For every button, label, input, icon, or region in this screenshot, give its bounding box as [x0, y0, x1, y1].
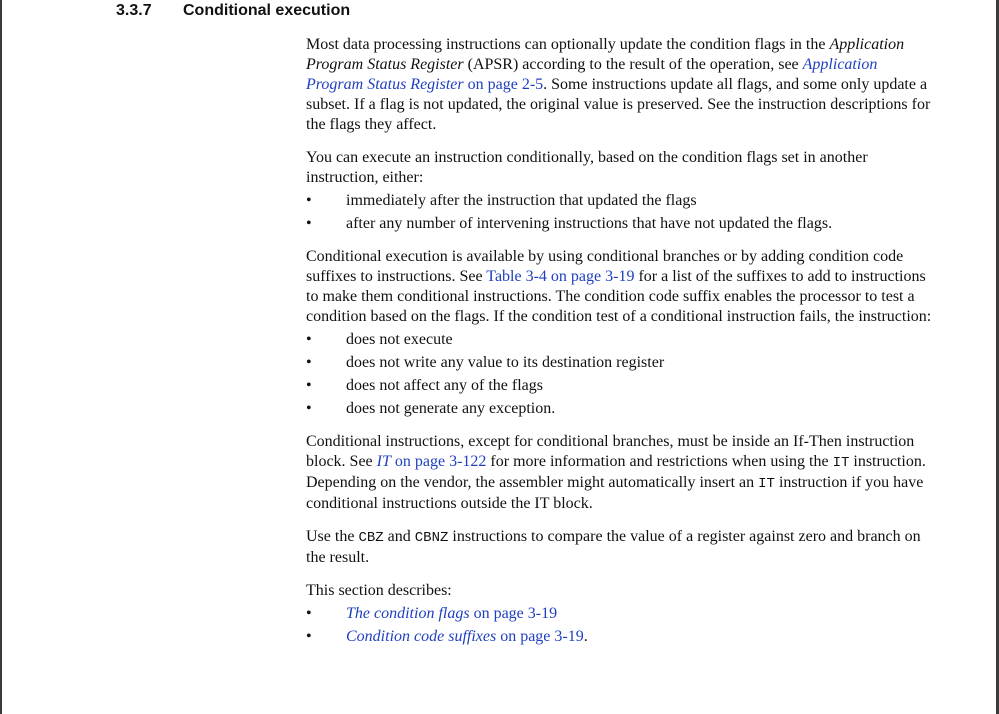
list-item — [306, 627, 938, 647]
list-item-text: does not write any value to its destination register — [346, 354, 665, 371]
bullet: • — [306, 605, 312, 622]
p4-text-a: Conditional instructions, except for conditional branches, must be inside an If-Then instruction block. See — [306, 433, 915, 470]
paragraph-suffixes — [306, 247, 938, 327]
condition-code-suffixes-link-page: on page 3-19 — [496, 628, 584, 645]
bullet: • — [306, 628, 312, 645]
list-item-text: does not generate any exception. — [346, 400, 556, 417]
list-item-end: . — [583, 628, 588, 645]
list-item-text: immediately after the instruction that updated the flags — [346, 192, 697, 209]
list-item — [306, 191, 938, 211]
paragraph-cbz — [306, 527, 938, 568]
page-left-border — [0, 0, 2, 714]
it-link-page: on page 3-122 — [390, 453, 487, 470]
bullet: • — [306, 354, 312, 371]
section-title: Conditional execution — [183, 2, 351, 19]
apsr-link-title: Application Program Status Register — [306, 56, 878, 93]
list-item — [306, 214, 938, 234]
list-item-text: after any number of intervening instructions that have not updated the flags. — [346, 215, 833, 232]
p3-text-a: Conditional execution is available by using conditional branches or by adding condition code suffixes to instructions. See — [306, 248, 904, 285]
it-instruction-link[interactable] — [377, 453, 487, 470]
list-item — [306, 330, 938, 350]
condition-code-suffixes-link[interactable] — [346, 628, 584, 645]
list-item — [306, 399, 938, 419]
it-link-title: IT — [376, 453, 391, 470]
p4-text-b: for more information and restrictions when using the — [486, 453, 833, 470]
list-item-text: does not execute — [346, 331, 453, 348]
p5-text-c: instructions to compare the value of a register against zero and branch on the result. — [306, 528, 921, 566]
apsr-link-page: on page 2-5 — [463, 76, 544, 93]
p5-text-b: and — [383, 528, 415, 545]
p1-text-b: (APSR) according to the result of the operation, see — [463, 56, 803, 73]
bullet: • — [306, 331, 312, 348]
bullet: • — [306, 215, 312, 232]
p1-text-c: . Some instructions update all flags, and some only update a subset. If a flag is not updated, the original value is preserved. See the instruction descriptions for the flags they affect. — [306, 76, 931, 133]
section-body — [306, 35, 938, 647]
code-it: IT — [832, 455, 850, 471]
condition-flags-link-title: The condition flags — [346, 605, 470, 622]
p1-text-a: Most data processing instructions can optionally update the condition flags in the — [306, 36, 830, 53]
code-cbnz: CBNZ — [414, 530, 449, 546]
paragraph-section-describes: This section describes: — [306, 582, 452, 599]
p5-text-a: Use the — [306, 528, 359, 545]
list-item — [306, 376, 938, 396]
p4-text-c: instruction. Depending on the vendor, the assembler might automatically insert an — [306, 453, 926, 491]
paragraph-apsr — [306, 35, 938, 135]
condition-flags-link-page: on page 3-19 — [469, 605, 558, 622]
apsr-term: Application Program Status Register — [306, 36, 905, 73]
paragraph-conditional: You can execute an instruction conditionally, based on the condition flags set in another instruction, either: — [306, 149, 868, 186]
section-number: 3.3.7 — [116, 2, 152, 19]
list-item — [306, 604, 938, 624]
bullet: • — [306, 377, 312, 394]
condition-flags-link[interactable] — [346, 605, 557, 622]
code-it: IT — [758, 476, 775, 492]
bullet: • — [306, 192, 312, 209]
condition-code-suffixes-link-title: Condition code suffixes — [346, 628, 497, 645]
paragraph-it-block — [306, 432, 938, 514]
list-item-text: does not affect any of the flags — [346, 377, 543, 394]
list-item — [306, 353, 938, 373]
table-3-4-link[interactable]: Table 3-4 on page 3-19 — [486, 268, 635, 285]
p4-text-d: instruction if you have conditional instructions outside the IT block. — [306, 474, 924, 512]
bullet: • — [306, 400, 312, 417]
code-cbz: CBZ — [358, 530, 384, 546]
p3-text-b: for a list of the suffixes to add to instructions to make them conditional instructions. The condition code suffix enables the processor to test a condition based on the flags. If the condition test of a conditional instruction fails, the instruction: — [306, 268, 932, 325]
